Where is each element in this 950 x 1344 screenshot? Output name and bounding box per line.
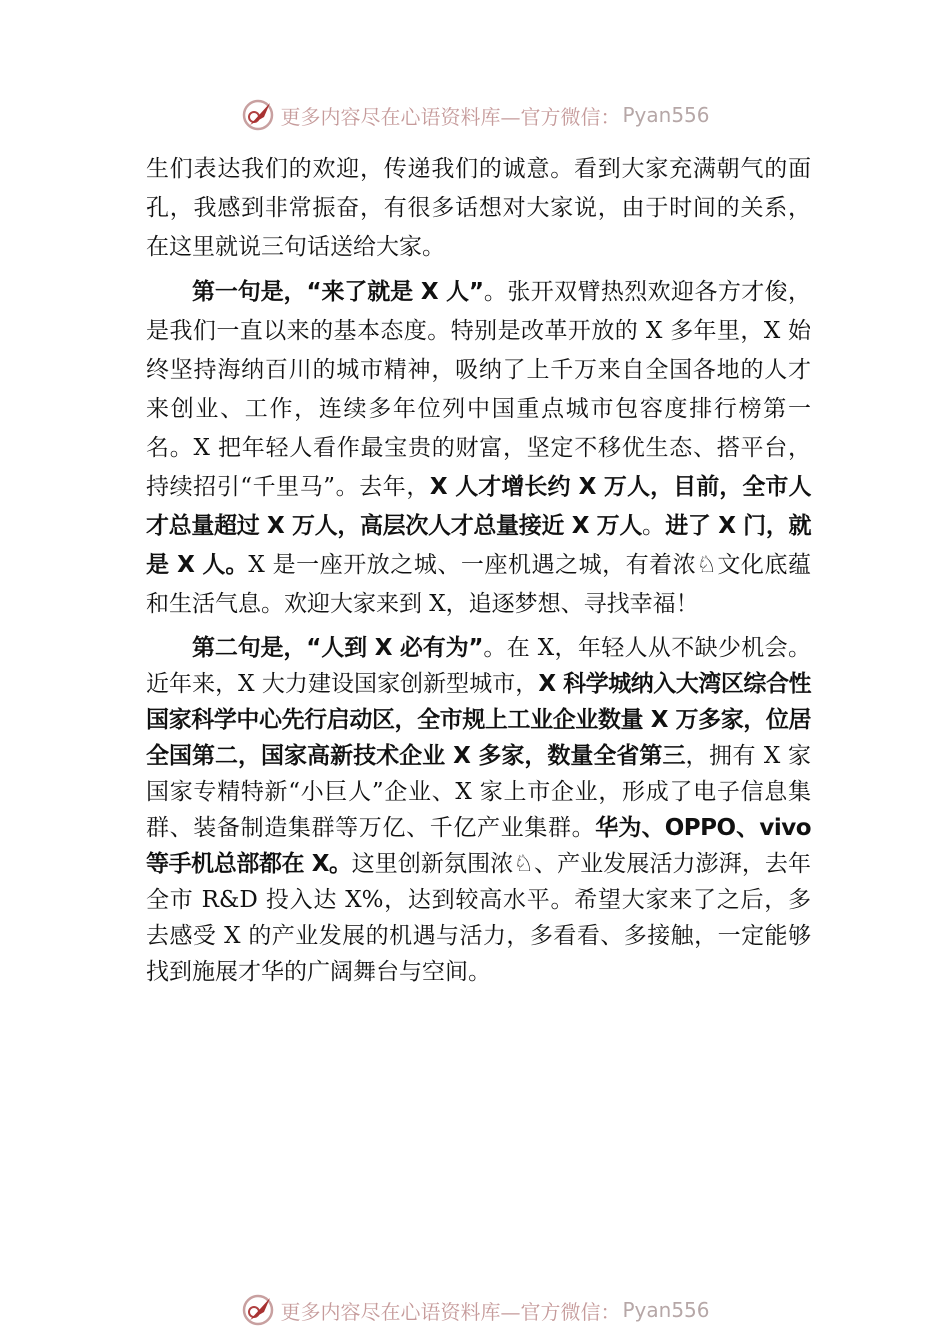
watermark-wechat-id: Pyan556 xyxy=(622,1298,710,1322)
paragraph-intro xyxy=(146,150,811,267)
paragraph-emphasis: X 科学城纳入大湾区综合性国家科学中心先行启动区，全市规上工业企业数量 X 万多家，位居全国第二，国家高新技术企业 X 多家，数量全省第三 xyxy=(146,671,812,769)
paragraph-emphasis: 华为、OPPO、vivo 等手机总部都在 X。 xyxy=(146,815,811,877)
paragraph-text: 。 xyxy=(642,513,666,539)
watermark-wechat-id: Pyan556 xyxy=(622,103,710,127)
paragraph-text: X 是一座开放之城、一座机遇之城，有着浓♘文化底蕴和生活气息。欢迎大家来到 X，追逐梦想、寻找幸福！ xyxy=(146,552,811,617)
paragraph-emphasis: 进了 X 门，就是 X 人。 xyxy=(146,513,812,578)
document-body xyxy=(146,150,811,996)
quill-logo-icon xyxy=(240,1292,276,1328)
paragraph-text: 生们表达我们的欢迎，传递我们的诚意。看到大家充满朝气的面孔，我感到非常振奋，有很多话想对大家说，由于时间的关系，在这里就说三句话送给大家。 xyxy=(146,156,811,260)
quill-logo-icon xyxy=(240,97,276,133)
footer-watermark xyxy=(0,1290,950,1330)
paragraph-heading: 第二句是，“人到 X 必有为” xyxy=(192,635,484,661)
paragraph-text: 。在 X，年轻人从不缺少机会。近年来，X 大力建设国家创新型城市， xyxy=(146,635,811,697)
paragraph-text: 这里创新氛围浓♘、产业发展活力澎湃，去年全市 R&D 投入达 X%，达到较高水平。希望大家来了之后，多去感受 X 的产业发展的机遇与活力，多看看、多接触，一定能够找到施展才华的广阔舞台与空间。 xyxy=(146,851,811,985)
watermark-text: 更多内容尽在心语资料库—官方微信： xyxy=(280,1299,621,1324)
paragraph-text: 。张开双臂热烈欢迎各方才俊，是我们一直以来的基本态度。特别是改革开放的 X 多年里，X 始终坚持海纳百川的城市精神，吸纳了上千万来自全国各地的人才来创业、工作，连续多年位列中国重点城市包容度排行榜第一名。X 把年轻人看作最宝贵的财富，坚定不移优生态、搭平台，持续招引“千里马”。去年， xyxy=(146,279,811,500)
paragraph-text: ，拥有 X 家国家专精特新“小巨人”企业、X 家上市企业，形成了电子信息集群、装备制造集群等万亿、千亿产业集群。 xyxy=(146,743,812,841)
paragraph-first-sentence xyxy=(146,273,811,624)
paragraph-heading: 第一句是，“来了就是 X 人” xyxy=(192,279,484,305)
paragraph-emphasis: X 人才增长约 X 万人，目前，全市人才总量超过 X 万人，高层次人才总量接近 X 万人 xyxy=(146,474,811,539)
paragraph-second-sentence xyxy=(146,630,811,990)
watermark-text: 更多内容尽在心语资料库—官方微信： xyxy=(280,104,621,129)
header-watermark xyxy=(0,95,950,135)
